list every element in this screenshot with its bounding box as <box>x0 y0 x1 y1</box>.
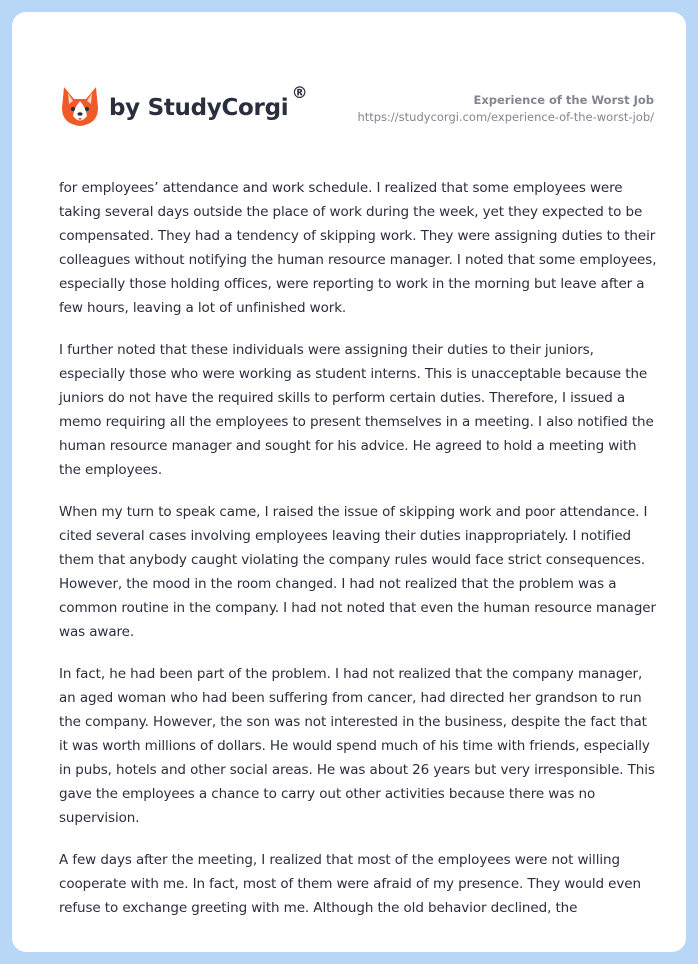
paragraph: In fact, he had been part of the problem. I had not realized that the company manager, an aged woman who had been suffering from cancer, had directed her grandson to run the company. However, the son was not interested in the business, despite the fact that it was worth millions of dollars. He would spend much of his time with friends, especially in pubs, hotels and other social areas. He was about 26 years but very irresponsible. This gave the employees a chance to carry out other activities because there was no supervision. <box>59 666 655 826</box>
registered-mark: ® <box>291 83 308 102</box>
brand-name <box>109 83 308 121</box>
paragraph: A few days after the meeting, I realized that most of the employees were not willing cooperate with me. In fact, most of them were afraid of my presence. They would even refuse to exchange greeting with me. Although the old behavior declined, the <box>59 852 641 916</box>
paragraph: for employees’ attendance and work schedule. I realized that some employees were taking several days outside the place of work during the week, yet they expected to be compensated. They had a tendency of skipping work. They were assigning duties to their colleagues without notifying the human resource manager. I noted that some employees, especially those holding offices, were reporting to work in the morning but leave after a few hours, leaving a lot of unfinished work. <box>59 180 657 316</box>
studycorgi-logo[interactable] <box>60 76 308 136</box>
document-title: Experience of the Worst Job <box>473 93 654 107</box>
brand-text: by StudyCorgi <box>109 95 289 121</box>
document-page <box>12 12 686 952</box>
paragraph: When my turn to speak came, I raised the issue of skipping work and poor attendance. I cited several cases involving employees leaving their duties inappropriately. I notified them that anybody caught violating the company rules would face strict consequences. However, the mood in the room changed. I had not realized that the problem was a common routine in the company. I had not noted that even the human resource manager was aware. <box>59 504 656 640</box>
document-url[interactable]: https://studycorgi.com/experience-of-the-worst-job/ <box>357 110 654 124</box>
paragraph: I further noted that these individuals were assigning their duties to their juniors, especially those who were working as student interns. This is unacceptable because the juniors do not have the required skills to perform certain duties. Therefore, I issued a memo requiring all the employees to present themselves in a meeting. I also notified the human resource manager and sought for his advice. He agreed to hold a meeting with the employees. <box>59 342 654 478</box>
corgi-logo-icon <box>60 84 100 128</box>
document-body <box>59 176 659 938</box>
document-meta <box>357 92 654 126</box>
